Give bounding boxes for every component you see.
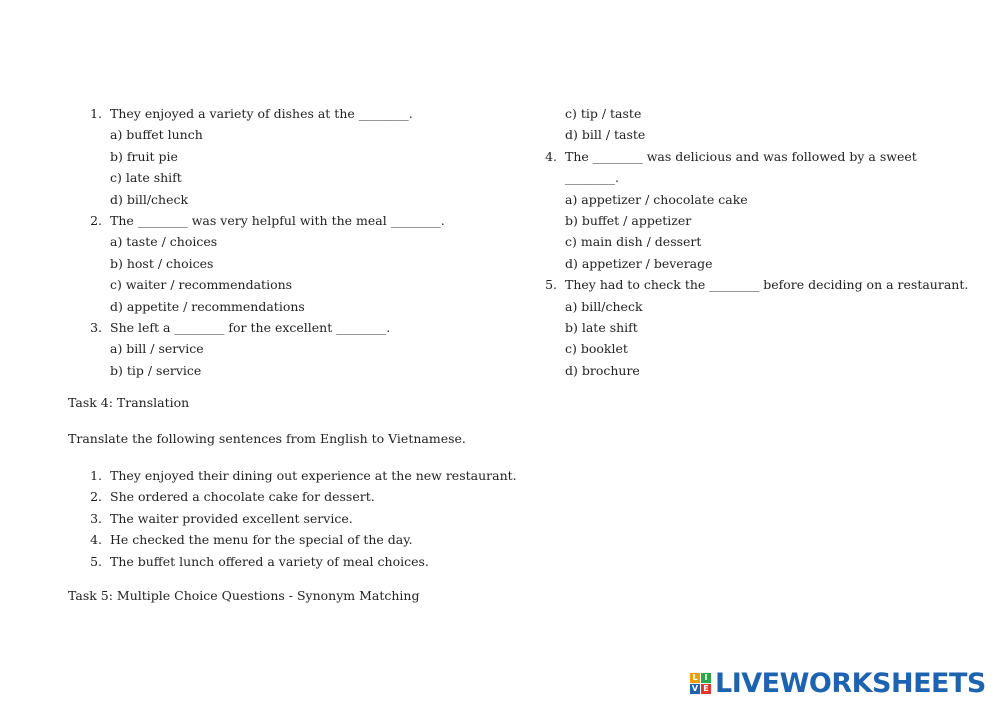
option[interactable]: c) main dish / dessert [565,234,702,250]
option[interactable]: a) buffet lunch [110,127,203,143]
logo-mark-letter: V [691,683,699,693]
item-text: The buffet lunch offered a variety of meal choices. [110,553,429,569]
item-text: The waiter provided excellent service. [110,510,353,526]
item-number: 1. [90,468,102,483]
question-number: 2. [90,212,102,228]
item-number: 5. [90,553,102,569]
question-text: The ________ was very helpful with the meal ________. [110,212,445,228]
option[interactable]: d) bill / taste [565,127,646,143]
option[interactable]: a) taste / choices [110,234,218,250]
translation-item [88,529,517,550]
translation-item [88,508,517,529]
question-number: 3. [90,319,102,335]
question-text: They had to check the ________ before deciding on a restaurant. [565,277,969,293]
option[interactable]: b) buffet / appetizer [565,212,692,228]
question-number: 4. [545,148,557,164]
logo-text: LIVEWORKSHEETS [715,667,986,699]
translation-list [88,465,517,572]
option[interactable]: c) booklet [565,341,628,357]
left-question-column [88,103,528,381]
option[interactable]: b) host / choices [110,255,214,271]
question-3 [88,317,528,338]
option[interactable]: d) appetizer / beverage [565,255,713,271]
right-question-column [543,103,969,381]
translation-item [88,465,517,486]
question-text: They enjoyed a variety of dishes at the ________. [110,106,413,121]
logo-mark-letter: I [701,673,711,683]
liveworksheets-logo [690,668,986,698]
option[interactable]: b) late shift [565,319,638,335]
option[interactable]: a) bill / service [110,341,204,357]
question-4 [543,146,943,167]
option[interactable]: b) tip / service [110,362,202,378]
question-text: She left a ________ for the excellent ________. [110,319,391,335]
item-number: 4. [90,532,102,548]
option[interactable]: c) waiter / recommendations [110,277,293,293]
question-2 [88,210,528,231]
option[interactable]: d) brochure [565,362,640,378]
item-text: They enjoyed their dining out experience at the new restaurant. [110,468,517,483]
task5-heading: Task 5: Multiple Choice Questions - Synonym Matching [68,588,420,603]
question-number: 5. [545,277,557,293]
logo-mark-icon [690,673,711,694]
question-5 [543,274,969,295]
option[interactable]: d) appetite / recommendations [110,298,305,314]
question-text-continued: ________. [565,170,619,186]
question-1 [88,103,528,124]
task4-instruction: Translate the following sentences from English to Vietnamese. [68,431,466,446]
logo-mark-letter: L [690,673,700,683]
item-text: She ordered a chocolate cake for dessert. [110,489,375,505]
task4-heading: Task 4: Translation [68,395,190,410]
question-text: The ________ was delicious and was followed by a sweet [565,148,917,164]
option[interactable]: b) fruit pie [110,148,178,164]
item-text: He checked the menu for the special of the day. [110,532,413,548]
option[interactable]: d) bill/check [110,191,189,207]
option[interactable]: c) late shift [110,170,182,186]
item-number: 2. [90,489,102,505]
option[interactable]: c) tip / taste [565,106,642,121]
option[interactable]: a) bill/check [565,298,643,314]
item-number: 3. [90,510,102,526]
translation-item [88,551,517,572]
translation-item [88,486,517,507]
question-number: 1. [90,106,102,121]
option[interactable]: a) appetizer / chocolate cake [565,191,748,207]
logo-mark-letter: E [701,684,711,694]
